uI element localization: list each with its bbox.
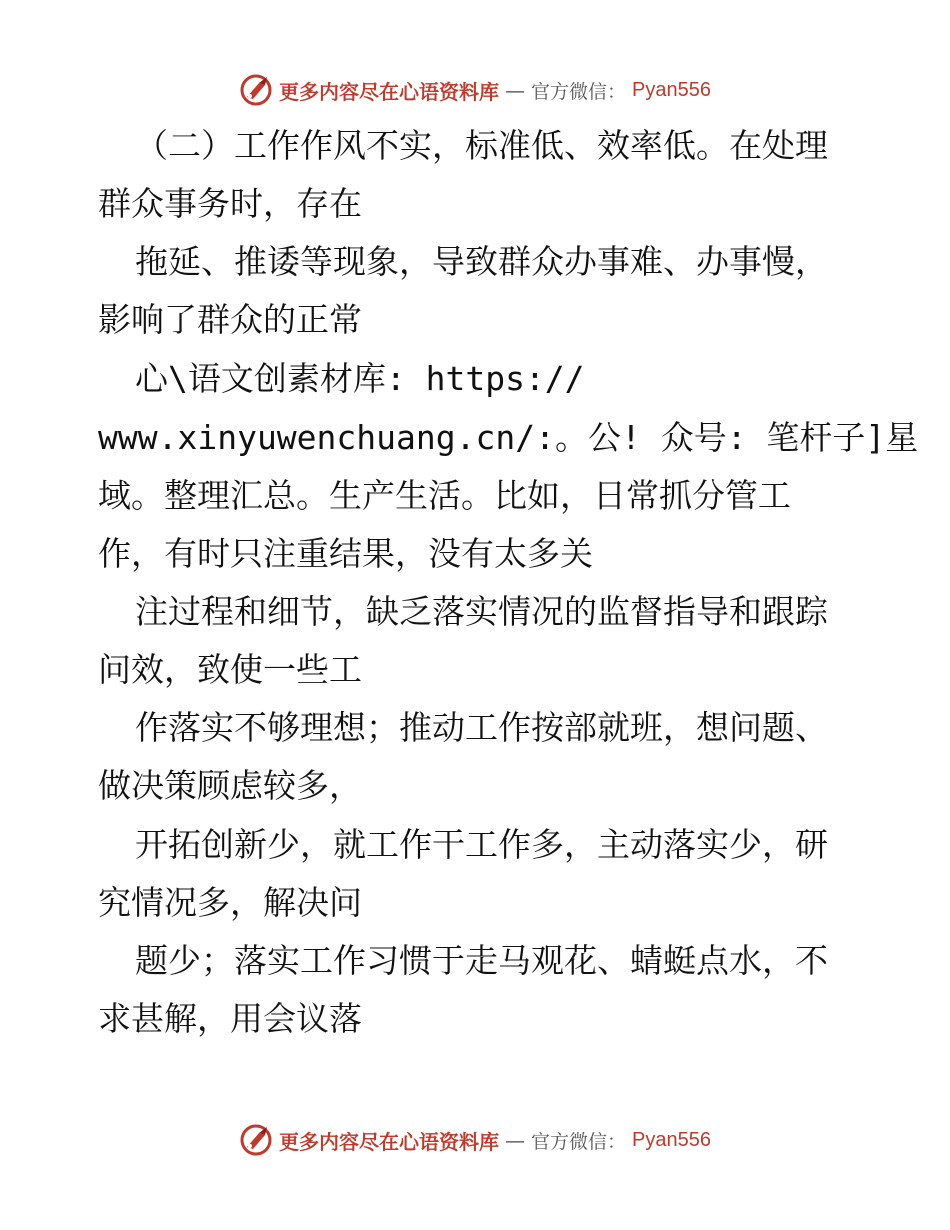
body-line: 问效，致使一些工: [98, 650, 362, 689]
header-separator: —: [505, 78, 525, 102]
body-line: 心\语文创素材库: https://: [135, 359, 585, 398]
body-line: 群众事务时，存在: [98, 184, 362, 223]
header-wechat-label: 官方微信：: [531, 80, 627, 103]
body-line: 做决策顾虑较多，: [98, 766, 362, 805]
body-line: 拖延、推诿等现象，导致群众办事难、办事慢，: [135, 242, 828, 281]
header-banner: [0, 70, 950, 110]
footer-banner: [0, 1120, 950, 1160]
body-line: 注过程和细节，缺乏落实情况的监督指导和跟踪: [135, 592, 828, 631]
body-line: 作落实不够理想；推动工作按部就班，想问题、: [135, 708, 828, 747]
footer-brand-text: 更多内容尽在心语资料库: [279, 1129, 499, 1154]
body-line: 作，有时只注重结果，没有太多关: [98, 534, 593, 573]
body-line: 求甚解，用会议落: [98, 999, 362, 1038]
body-line: （二）工作作风不实，标准低、效率低。在处理: [135, 126, 828, 165]
header-wechat-id: Pyan556: [632, 78, 711, 101]
footer-wechat-label: 官方微信：: [531, 1130, 627, 1153]
body-line: 究情况多，解决问: [98, 883, 362, 922]
brand-logo-icon: [239, 1123, 273, 1157]
body-line: 题少；落实工作习惯于走马观花、蜻蜓点水，不: [135, 941, 828, 980]
body-line: 影响了群众的正常: [98, 300, 362, 339]
footer-wechat-id: Pyan556: [632, 1128, 711, 1151]
body-line: 域。整理汇总。生产生活。比如，日常抓分管工: [98, 476, 791, 515]
header-brand-text: 更多内容尽在心语资料库: [279, 79, 499, 104]
body-line: 开拓创新少，就工作干工作多，主动落实少，研: [135, 825, 828, 864]
brand-logo-icon: [239, 73, 273, 107]
footer-separator: —: [505, 1128, 525, 1152]
body-line: www.xinyuwenchuang.cn/:。公! 众号: 笔杆子]星: [98, 418, 919, 457]
